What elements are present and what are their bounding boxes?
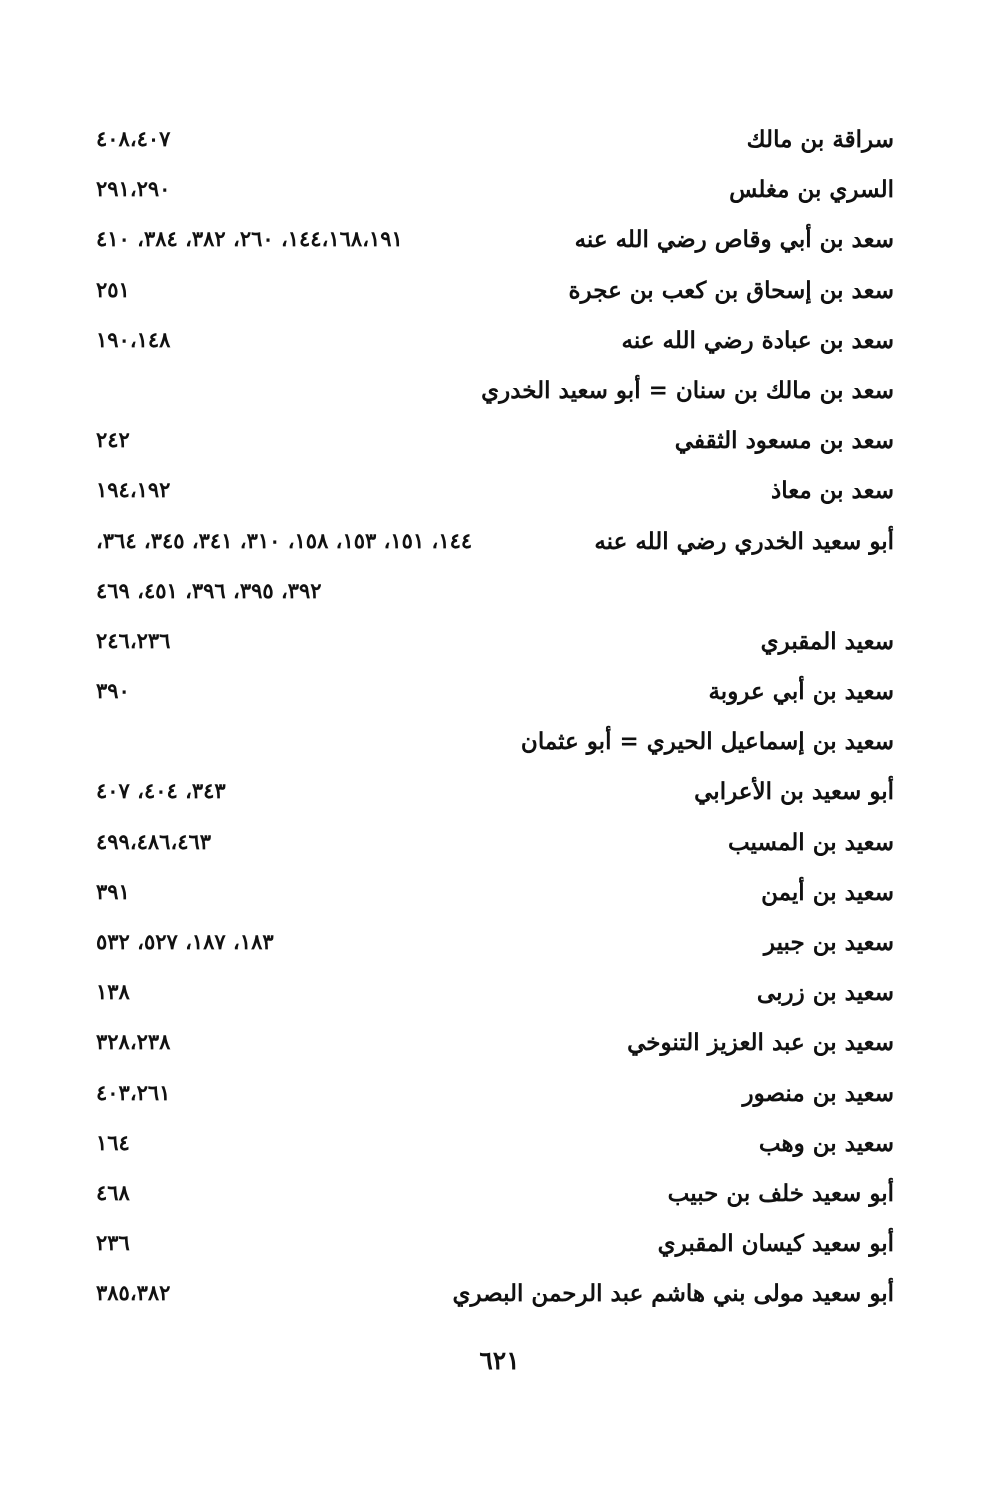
entry-name: سعد بن عبادة رضي الله عنه xyxy=(621,326,894,354)
entry-pages: ١٣٨ xyxy=(96,979,130,1005)
entry-name: سعد بن مسعود الثقفي xyxy=(674,427,894,455)
index-entry xyxy=(96,269,894,319)
index-entry xyxy=(96,720,894,770)
index-entry xyxy=(96,469,894,519)
entry-pages: ٣٤٣، ٤٠٤، ٤٠٧ xyxy=(96,778,226,804)
entry-pages: ١٦٤ xyxy=(96,1129,130,1155)
index-entry xyxy=(96,319,894,369)
index-entry xyxy=(96,620,894,670)
entry-pages: ١٤٤،١٦٨،١٩١، ٢٦٠، ٣٨٢، ٣٨٤، ٤١٠ xyxy=(96,226,403,252)
entry-name: أبو سعيد بن الأعرابي xyxy=(694,778,894,806)
index-entry xyxy=(96,1122,894,1172)
entry-name: سعد بن معاذ xyxy=(770,477,894,505)
index-entry-continuation xyxy=(96,570,894,620)
entry-name: سعيد بن المسيب xyxy=(727,828,894,856)
entry-pages: ٣٩٠ xyxy=(96,678,130,704)
entry-pages: ٢٥١ xyxy=(96,276,130,302)
index-entry xyxy=(96,971,894,1021)
entry-name: أبو سعيد مولى بني هاشم عبد الرحمن البصري xyxy=(452,1280,894,1308)
entry-pages: ١٤٤، ١٥١، ١٥٣، ١٥٨، ٣١٠، ٣٤١، ٣٤٥، ٣٦٤، xyxy=(96,527,473,553)
entry-name: سعيد بن منصور xyxy=(742,1079,894,1107)
entry-pages: ٢٩١،٢٩٠ xyxy=(96,176,171,202)
entry-name: سراقة بن مالك xyxy=(746,126,894,153)
index-entry xyxy=(96,1222,894,1272)
index-entry xyxy=(96,670,894,720)
index-entry xyxy=(96,821,894,871)
entry-pages: ٤٦٨ xyxy=(96,1179,130,1205)
index-entry xyxy=(96,218,894,268)
name-index-list xyxy=(96,118,894,1323)
index-entry xyxy=(96,770,894,820)
index-entry xyxy=(96,1172,894,1222)
entry-name: سعد بن إسحاق بن كعب بن عجرة xyxy=(568,276,894,304)
index-entry xyxy=(96,921,894,971)
entry-pages: ٣٩٢، ٣٩٥، ٣٩٦، ٤٥١، ٤٦٩ xyxy=(96,577,322,603)
index-entry xyxy=(96,1272,894,1322)
entry-pages: ٢٣٦ xyxy=(96,1230,130,1256)
entry-name: سعيد بن وهب xyxy=(758,1129,894,1157)
entry-pages: ٣٢٨،٢٣٨ xyxy=(96,1029,171,1055)
entry-pages: ٢٤٢ xyxy=(96,427,130,453)
index-entry xyxy=(96,168,894,218)
entry-name: سعيد بن زربى xyxy=(756,979,894,1007)
entry-name: سعد بن مالك بن سنان = أبو سعيد الخدري xyxy=(481,376,894,404)
entry-name: سعيد المقبري xyxy=(760,627,894,655)
entry-pages: ٣٩١ xyxy=(96,878,130,904)
entry-pages: ١٩٠،١٤٨ xyxy=(96,326,171,352)
entry-pages: ١٩٤،١٩٢ xyxy=(96,477,171,503)
entry-name: أبو سعيد كيسان المقبري xyxy=(657,1230,894,1258)
entry-pages: ٣٨٥،٣٨٢ xyxy=(96,1280,171,1306)
entry-pages: ٤٠٨،٤٠٧ xyxy=(96,126,171,151)
entry-name: سعيد بن أبي عروبة xyxy=(708,678,894,706)
entry-name: أبو سعيد الخدري رضي الله عنه xyxy=(594,527,894,555)
index-entry xyxy=(96,1072,894,1122)
index-entry xyxy=(96,118,894,168)
entry-name: السري بن مغلس xyxy=(729,176,894,204)
entry-name: سعيد بن جبير xyxy=(763,929,894,956)
entry-name: أبو سعيد خلف بن حبيب xyxy=(667,1179,894,1207)
entry-name: سعيد بن أيمن xyxy=(761,878,894,906)
entry-pages: ١٨٣، ١٨٧، ٥٢٧، ٥٣٢ xyxy=(96,929,274,954)
index-entry xyxy=(96,419,894,469)
index-entry xyxy=(96,871,894,921)
index-entry xyxy=(96,520,894,570)
entry-name: سعيد بن عبد العزيز التنوخي xyxy=(627,1029,894,1057)
entry-pages: ٢٤٦،٢٣٦ xyxy=(96,627,171,653)
entry-name: سعد بن أبي وقاص رضي الله عنه xyxy=(574,226,894,254)
entry-pages: ٤٩٩،٤٨٦،٤٦٣ xyxy=(96,828,212,854)
entry-name: سعيد بن إسماعيل الحيري = أبو عثمان xyxy=(520,728,894,756)
entry-pages: ٤٠٣،٢٦١ xyxy=(96,1079,171,1105)
index-entry xyxy=(96,1021,894,1071)
page-number: ٦٢١ xyxy=(479,1346,520,1375)
index-entry xyxy=(96,369,894,419)
